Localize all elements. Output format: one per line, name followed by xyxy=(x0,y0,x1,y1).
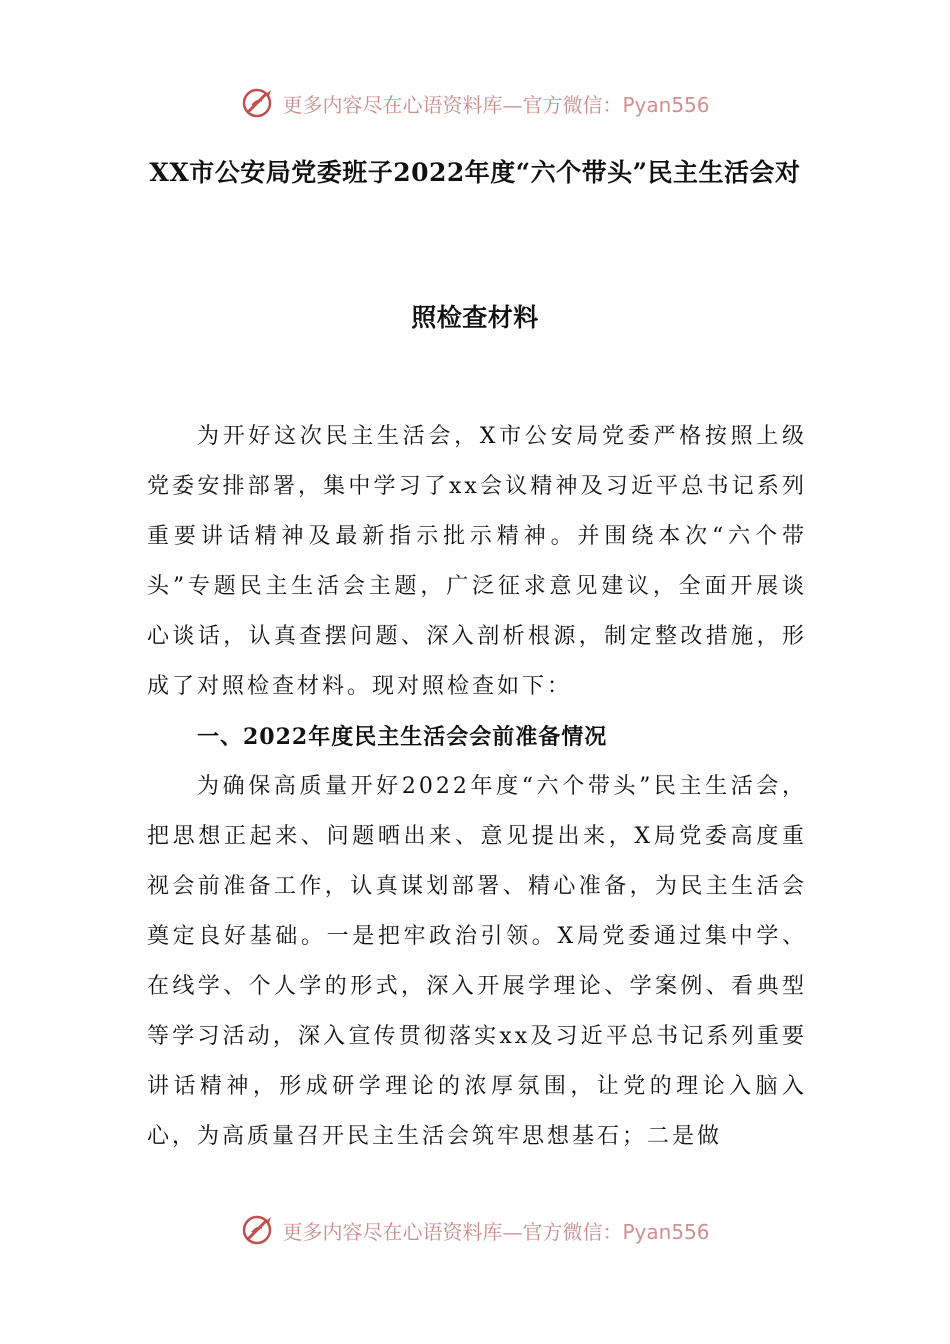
watermark-banner-bottom xyxy=(0,1210,950,1250)
pen-logo-icon xyxy=(240,1212,276,1248)
watermark-wechat-id: Pyan556 xyxy=(622,92,710,117)
document-body xyxy=(147,412,807,1162)
document-title-line-2: 照检查材料 xyxy=(411,303,539,332)
intro-paragraph: 为开好这次民主生活会，X市公安局党委严格按照上级党委安排部署，集中学习了xx会议精神及习近平总书记系列重要讲话精神及最新指示批示精神。并围绕本次“六个带头”专题民主生活会主题，广泛征求意见建议，全面开展谈心谈话，认真查摆问题、深入剖析根源，制定整改措施，形成了对照检查材料。现对照检查如下： xyxy=(147,424,807,699)
watermark-wechat-id: Pyan556 xyxy=(622,1219,710,1244)
watermark-content-bottom xyxy=(240,1212,709,1248)
watermark-text: 更多内容尽在心语资料库—官方微信：Pyan556 xyxy=(282,1219,710,1244)
watermark-text: 更多内容尽在心语资料库—官方微信：Pyan556 xyxy=(282,92,710,117)
section-1-heading: 一、2022年度民主生活会会前准备情况 xyxy=(197,724,608,750)
watermark-banner-top xyxy=(0,83,950,123)
section-1-paragraph: 为确保高质量开好2022年度“六个带头”民主生活会，把思想正起来、问题晒出来、意见提出来，X局党委高度重视会前准备工作，认真谋划部署、精心准备，为民主生活会奠定良好基础。一是把牢政治引领。X局党委通过集中学、在线学、个人学的形式，深入开展学理论、学案例、看典型等学习活动，深入宣传贯彻落实xx及习近平总书记系列重要讲话精神，形成研学理论的浓厚氛围，让党的理论入脑入心，为高质量召开民主生活会筑牢思想基石；二是做 xyxy=(147,774,807,1149)
document-title-line-1: XX市公安局党委班子2022年度“六个带头”民主生活会对 xyxy=(149,158,801,187)
pen-logo-icon xyxy=(240,85,276,121)
watermark-content xyxy=(240,85,709,121)
